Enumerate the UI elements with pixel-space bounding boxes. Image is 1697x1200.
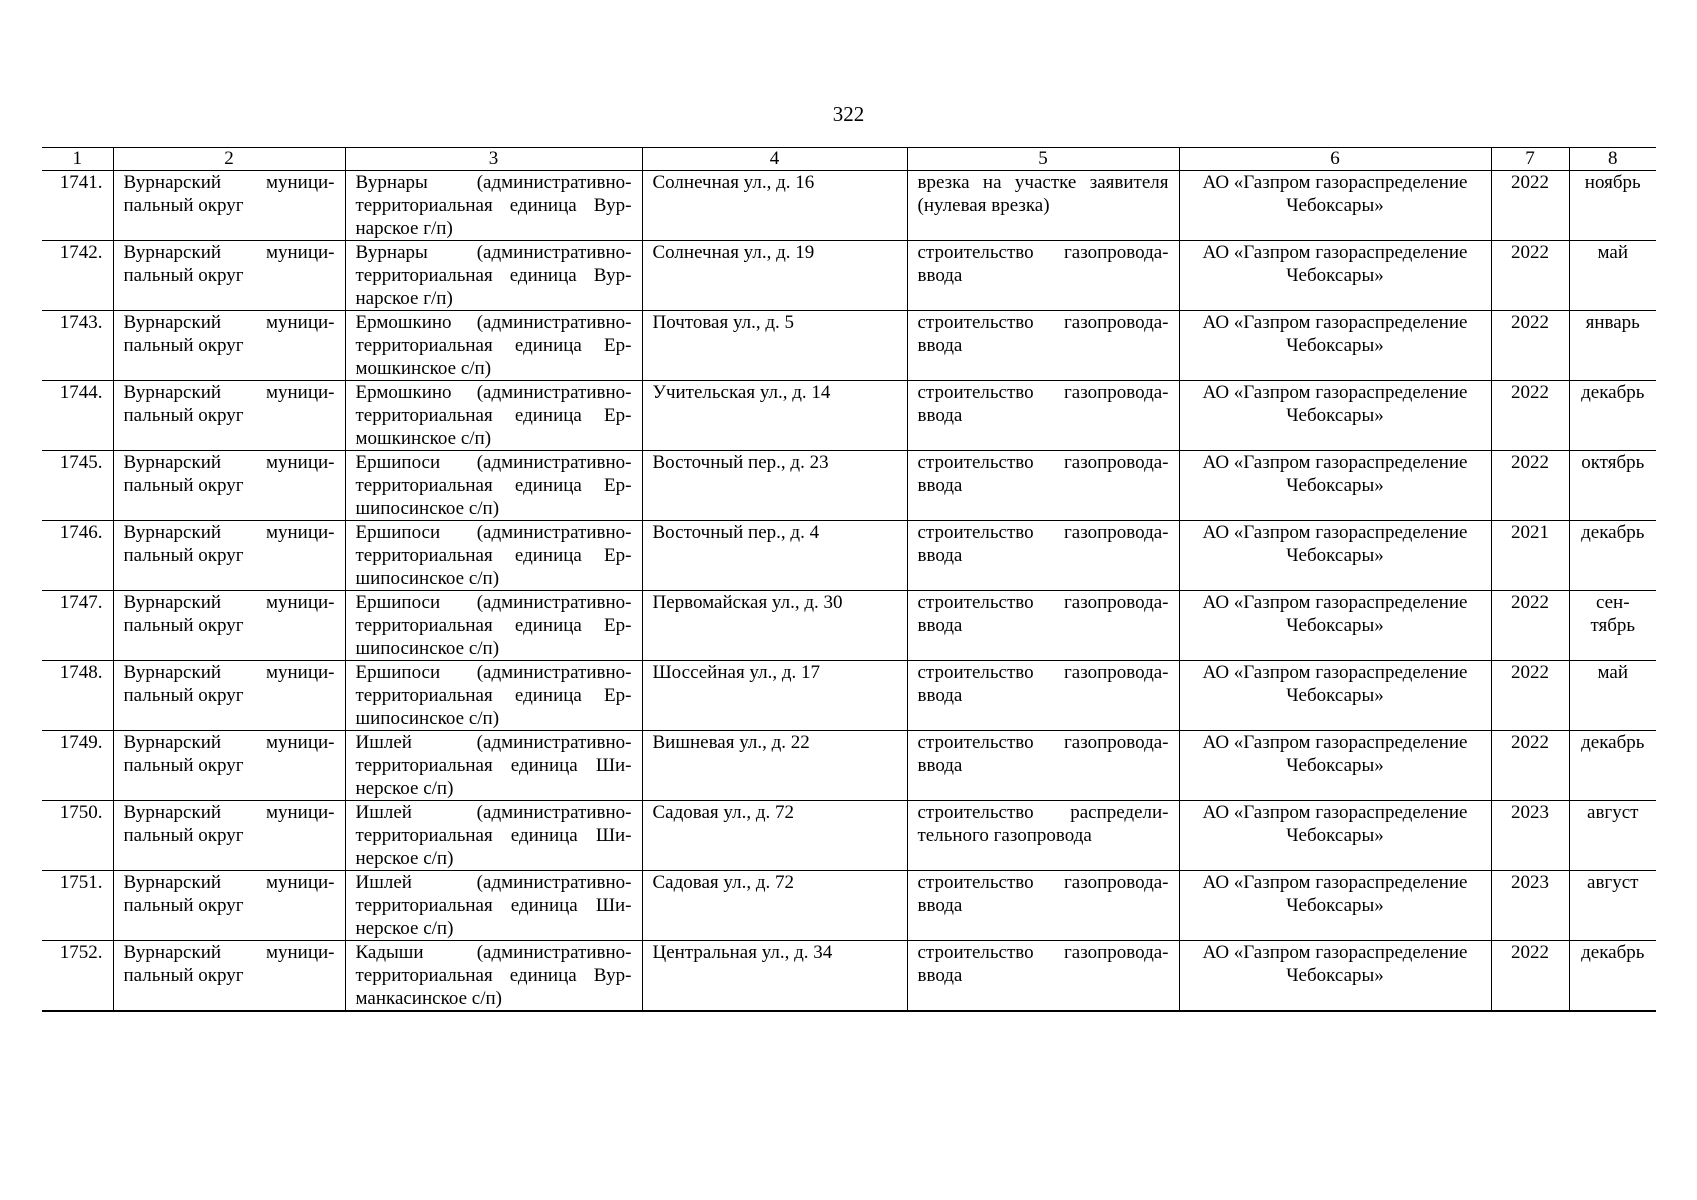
work-type-cell: строительство газопровода-ввода bbox=[907, 311, 1179, 381]
row-number-cell: 1741. bbox=[42, 171, 113, 241]
organization-cell: АО «Газпром газораспределение Чебоксары» bbox=[1179, 451, 1491, 521]
table-row bbox=[42, 661, 1656, 731]
organization-cell: АО «Газпром газораспределение Чебоксары» bbox=[1179, 591, 1491, 661]
month-cell: январь bbox=[1569, 311, 1656, 381]
address-cell: Садовая ул., д. 72 bbox=[642, 801, 907, 871]
address-cell: Солнечная ул., д. 16 bbox=[642, 171, 907, 241]
month-cell: август bbox=[1569, 801, 1656, 871]
row-number-cell: 1747. bbox=[42, 591, 113, 661]
work-type-cell: строительство газопровода-ввода bbox=[907, 241, 1179, 311]
settlement-cell: Вурнары (административно-территориальная единица Вур-нарское г/п) bbox=[345, 241, 642, 311]
address-cell: Первомайская ул., д. 30 bbox=[642, 591, 907, 661]
district-cell: Вурнарский муници-пальный округ bbox=[113, 801, 345, 871]
column-number-7: 7 bbox=[1491, 148, 1569, 171]
year-cell: 2021 bbox=[1491, 521, 1569, 591]
organization-cell: АО «Газпром газораспределение Чебоксары» bbox=[1179, 381, 1491, 451]
settlement-cell: Ершипоси (административно-территориальная единица Ер-шипосинское с/п) bbox=[345, 591, 642, 661]
district-cell: Вурнарский муници-пальный округ bbox=[113, 521, 345, 591]
row-number-cell: 1750. bbox=[42, 801, 113, 871]
month-cell: май bbox=[1569, 241, 1656, 311]
year-cell: 2022 bbox=[1491, 381, 1569, 451]
page-number: 322 bbox=[832, 102, 865, 126]
table-row bbox=[42, 801, 1656, 871]
year-cell: 2022 bbox=[1491, 731, 1569, 801]
organization-cell: АО «Газпром газораспределение Чебоксары» bbox=[1179, 731, 1491, 801]
work-type-cell: строительство газопровода-ввода bbox=[907, 381, 1179, 451]
month-cell: сен-тябрь bbox=[1569, 591, 1656, 661]
organization-cell: АО «Газпром газораспределение Чебоксары» bbox=[1179, 661, 1491, 731]
year-cell: 2022 bbox=[1491, 591, 1569, 661]
year-cell: 2022 bbox=[1491, 451, 1569, 521]
table-row bbox=[42, 381, 1656, 451]
row-number-cell: 1751. bbox=[42, 871, 113, 941]
month-cell: май bbox=[1569, 661, 1656, 731]
district-cell: Вурнарский муници-пальный округ bbox=[113, 731, 345, 801]
column-number-3: 3 bbox=[345, 148, 642, 171]
district-cell: Вурнарский муници-пальный округ bbox=[113, 171, 345, 241]
column-number-5: 5 bbox=[907, 148, 1179, 171]
address-cell: Восточный пер., д. 4 bbox=[642, 521, 907, 591]
district-cell: Вурнарский муници-пальный округ bbox=[113, 311, 345, 381]
gasification-table bbox=[42, 147, 1656, 1012]
organization-cell: АО «Газпром газораспределение Чебоксары» bbox=[1179, 801, 1491, 871]
table-row bbox=[42, 241, 1656, 311]
address-cell: Садовая ул., д. 72 bbox=[642, 871, 907, 941]
address-cell: Центральная ул., д. 34 bbox=[642, 941, 907, 1012]
district-cell: Вурнарский муници-пальный округ bbox=[113, 941, 345, 1012]
organization-cell: АО «Газпром газораспределение Чебоксары» bbox=[1179, 311, 1491, 381]
settlement-cell: Ишлей (административно-территориальная единица Ши-нерское с/п) bbox=[345, 801, 642, 871]
column-number-2: 2 bbox=[113, 148, 345, 171]
month-cell: декабрь bbox=[1569, 521, 1656, 591]
table-row bbox=[42, 311, 1656, 381]
table-row bbox=[42, 521, 1656, 591]
work-type-cell: строительство газопровода-ввода bbox=[907, 521, 1179, 591]
month-cell: октябрь bbox=[1569, 451, 1656, 521]
table-row bbox=[42, 171, 1656, 241]
year-cell: 2022 bbox=[1491, 941, 1569, 1012]
settlement-cell: Ермошкино (административно-территориальная единица Ер-мошкинское с/п) bbox=[345, 311, 642, 381]
district-cell: Вурнарский муници-пальный округ bbox=[113, 591, 345, 661]
row-number-cell: 1752. bbox=[42, 941, 113, 1012]
settlement-cell: Ершипоси (административно-территориальная единица Ер-шипосинское с/п) bbox=[345, 451, 642, 521]
table-row bbox=[42, 451, 1656, 521]
organization-cell: АО «Газпром газораспределение Чебоксары» bbox=[1179, 941, 1491, 1012]
district-cell: Вурнарский муници-пальный округ bbox=[113, 871, 345, 941]
table-row bbox=[42, 591, 1656, 661]
organization-cell: АО «Газпром газораспределение Чебоксары» bbox=[1179, 871, 1491, 941]
settlement-cell: Ишлей (административно-территориальная единица Ши-нерское с/п) bbox=[345, 731, 642, 801]
settlement-cell: Вурнары (административно-территориальная единица Вур-нарское г/п) bbox=[345, 171, 642, 241]
row-number-cell: 1746. bbox=[42, 521, 113, 591]
settlement-cell: Ершипоси (административно-территориальная единица Ер-шипосинское с/п) bbox=[345, 521, 642, 591]
month-cell: август bbox=[1569, 871, 1656, 941]
row-number-cell: 1749. bbox=[42, 731, 113, 801]
month-cell: ноябрь bbox=[1569, 171, 1656, 241]
year-cell: 2022 bbox=[1491, 241, 1569, 311]
work-type-cell: врезка на участке заявителя (нулевая врезка) bbox=[907, 171, 1179, 241]
column-number-8: 8 bbox=[1569, 148, 1656, 171]
organization-cell: АО «Газпром газораспределение Чебоксары» bbox=[1179, 241, 1491, 311]
settlement-cell: Кадыши (административно-территориальная единица Вур-манкасинское с/п) bbox=[345, 941, 642, 1012]
year-cell: 2022 bbox=[1491, 171, 1569, 241]
organization-cell: АО «Газпром газораспределение Чебоксары» bbox=[1179, 171, 1491, 241]
work-type-cell: строительство газопровода-ввода bbox=[907, 731, 1179, 801]
address-cell: Шоссейная ул., д. 17 bbox=[642, 661, 907, 731]
address-cell: Почтовая ул., д. 5 bbox=[642, 311, 907, 381]
table-row bbox=[42, 731, 1656, 801]
column-number-6: 6 bbox=[1179, 148, 1491, 171]
year-cell: 2022 bbox=[1491, 311, 1569, 381]
year-cell: 2022 bbox=[1491, 661, 1569, 731]
district-cell: Вурнарский муници-пальный округ bbox=[113, 381, 345, 451]
work-type-cell: строительство распредели-тельного газопровода bbox=[907, 801, 1179, 871]
table-row bbox=[42, 941, 1656, 1012]
row-number-cell: 1744. bbox=[42, 381, 113, 451]
month-cell: декабрь bbox=[1569, 941, 1656, 1012]
year-cell: 2023 bbox=[1491, 871, 1569, 941]
district-cell: Вурнарский муници-пальный округ bbox=[113, 661, 345, 731]
address-cell: Солнечная ул., д. 19 bbox=[642, 241, 907, 311]
work-type-cell: строительство газопровода-ввода bbox=[907, 451, 1179, 521]
work-type-cell: строительство газопровода-ввода bbox=[907, 941, 1179, 1012]
table-row bbox=[42, 871, 1656, 941]
column-number-4: 4 bbox=[642, 148, 907, 171]
year-cell: 2023 bbox=[1491, 801, 1569, 871]
month-cell: декабрь bbox=[1569, 381, 1656, 451]
row-number-cell: 1748. bbox=[42, 661, 113, 731]
address-cell: Вишневая ул., д. 22 bbox=[642, 731, 907, 801]
address-cell: Восточный пер., д. 23 bbox=[642, 451, 907, 521]
work-type-cell: строительство газопровода-ввода bbox=[907, 871, 1179, 941]
address-cell: Учительская ул., д. 14 bbox=[642, 381, 907, 451]
settlement-cell: Ермошкино (административно-территориальная единица Ер-мошкинское с/п) bbox=[345, 381, 642, 451]
settlement-cell: Ишлей (административно-территориальная единица Ши-нерское с/п) bbox=[345, 871, 642, 941]
work-type-cell: строительство газопровода-ввода bbox=[907, 591, 1179, 661]
settlement-cell: Ершипоси (административно-территориальная единица Ер-шипосинское с/п) bbox=[345, 661, 642, 731]
organization-cell: АО «Газпром газораспределение Чебоксары» bbox=[1179, 521, 1491, 591]
column-number-1: 1 bbox=[42, 148, 113, 171]
district-cell: Вурнарский муници-пальный округ bbox=[113, 241, 345, 311]
district-cell: Вурнарский муници-пальный округ bbox=[113, 451, 345, 521]
row-number-cell: 1742. bbox=[42, 241, 113, 311]
work-type-cell: строительство газопровода-ввода bbox=[907, 661, 1179, 731]
row-number-cell: 1743. bbox=[42, 311, 113, 381]
table-body bbox=[42, 171, 1656, 1012]
month-cell: декабрь bbox=[1569, 731, 1656, 801]
column-number-row bbox=[42, 148, 1656, 171]
row-number-cell: 1745. bbox=[42, 451, 113, 521]
